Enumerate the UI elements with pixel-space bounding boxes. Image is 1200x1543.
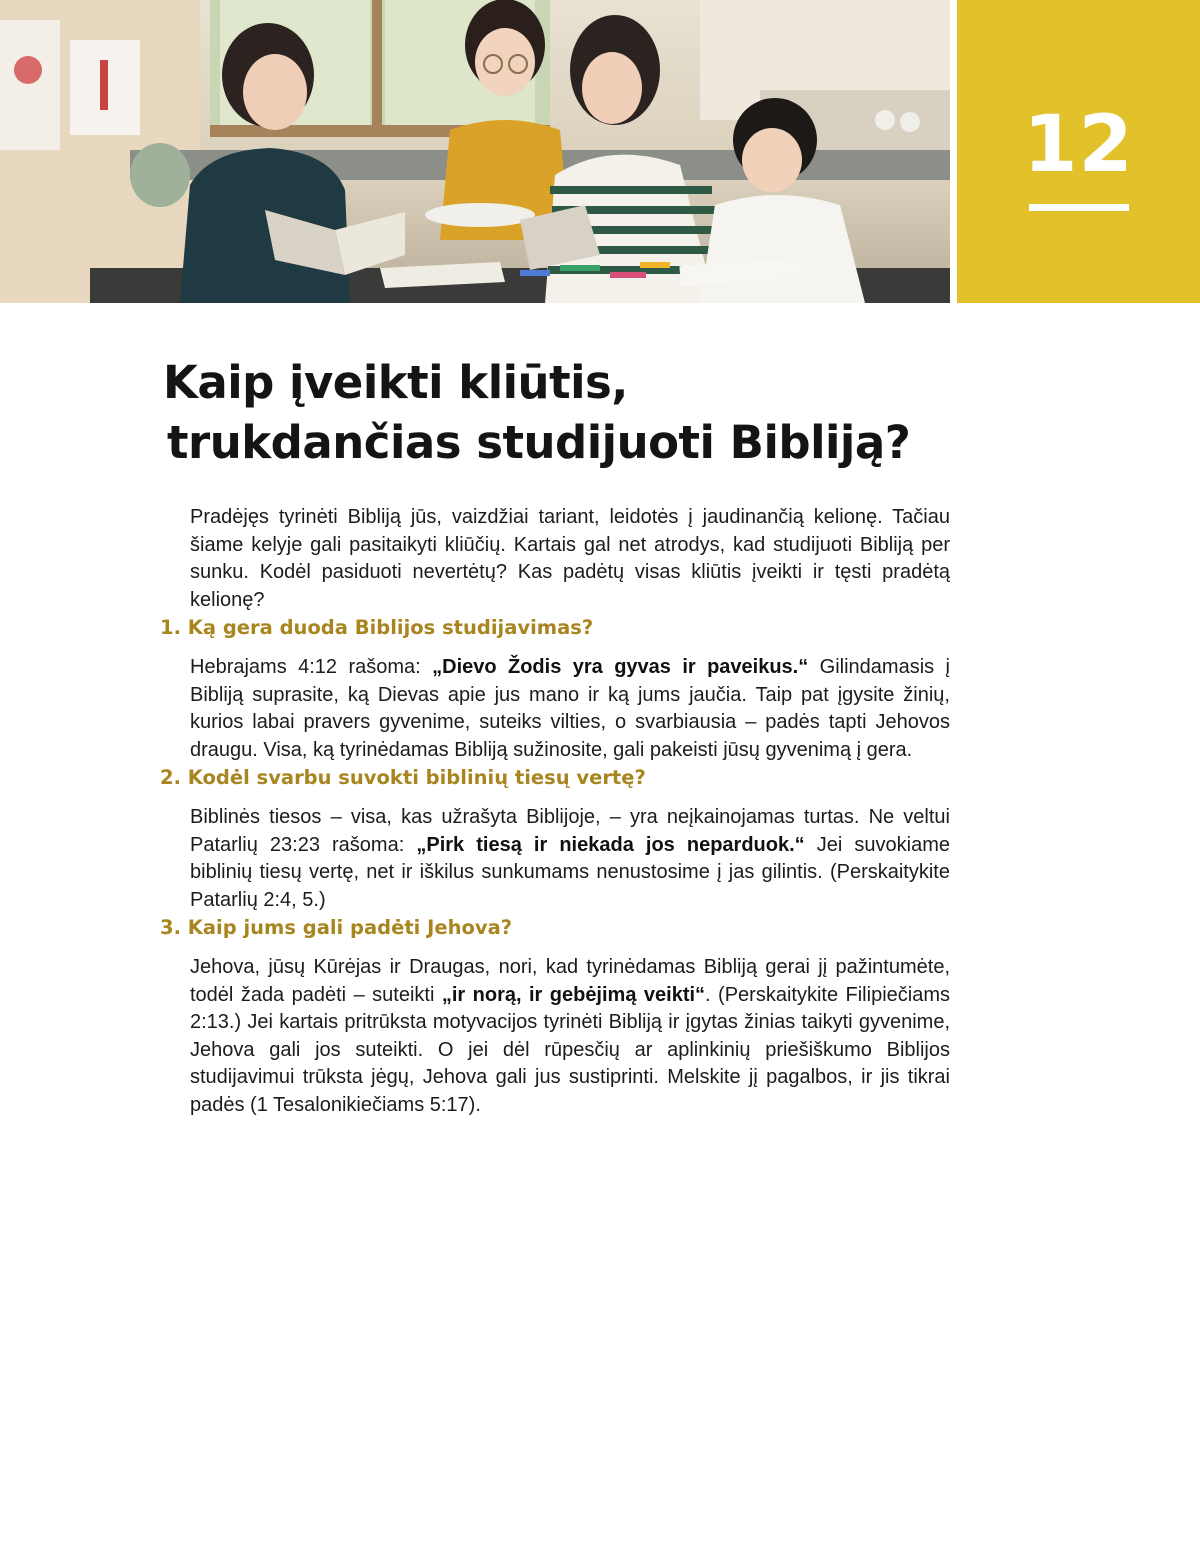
answer-2-text-after: Jei suvokiame biblinių tiesų vertę, net ir iškilus sunkumams nenustosime į jas gilintis. (Perskaitykite Patarlių 2:4, 5.) (190, 833, 950, 911)
answer-2-text-before: Biblinės tiesos – visa, kas užrašyta Biblijoje, – yra neįkainojamas turtas. Ne veltui Patarlių 23:23 rašoma: (190, 806, 950, 856)
page-title (163, 353, 1063, 473)
page-title-line-2: trukdančias studijuoti Bibliją? (167, 416, 911, 469)
answer-2-scripture-quote: „Pirk tiesą ir niekada jos neparduok.“ (416, 833, 805, 856)
question-3-heading: 3. Kaip jums gali padėti Jehova? (160, 916, 513, 939)
answer-2-paragraph (190, 804, 950, 914)
answer-3-text-after: . (Perskaitykite Filipiečiams 2:13.) Jei kartais pritrūksta motyvacijos tyrinėti Bibliją ir įgytas žinias taikyti gyvenime, Jehova gali jos suteikti. O jei dėl rūpesčių ar aplinkinių priešiškumo Biblijos studijavimui trūksta jėgų, Jehova gali jus sustiprinti. Melskite jį pagalbos, ir jis tikrai padės (1 Tesalonikiečiams 5:17). (190, 983, 950, 1116)
header-photo (0, 0, 950, 303)
answer-1-paragraph (190, 654, 950, 764)
answer-3-scripture-quote: „ir norą, ir gebėjimą veikti“ (441, 983, 706, 1006)
intro-paragraph: Pradėjęs tyrinėti Bibliją jūs, vaizdžiai tariant, leidotės į jaudinančią kelionę. Tačiau šiame kelyje gali pasitaikyti kliūčių. Kartais gal net atrodys, kad studijuoti Bibliją per sunku. Kodėl pasiduoti nevertėtų? Kas padėtų visas kliūtis įveikti ir tęsti pradėtą kelionę? (190, 506, 950, 611)
answer-3-paragraph (190, 954, 950, 1119)
family-bible-study-photo (0, 0, 950, 303)
answer-3-text-before: Jehova, jūsų Kūrėjas ir Draugas, nori, kad tyrinėdamas Bibliją gerai jį pažintumėte, todėl žada padėti – suteikti (190, 956, 950, 1006)
answer-1-text-after: Gilindamasis į Bibliją suprasite, ką Dievas apie jus mano ir ką jums jaučia. Taip pat įgysite žinių, kurios labai pravers gyvenime, suteiks vilties, o svarbiausia – padės tapti Jehovos draugu. Visa, ką tyrinėdamas Bibliją sužinosite, gali pakeisti jūsų gyvenimą į gera. (190, 656, 950, 761)
question-1-heading: 1. Ką gera duoda Biblijos studijavimas? (160, 616, 594, 639)
page-title-line-1: Kaip įveikti kliūtis, (163, 356, 628, 409)
lesson-number-tab (957, 0, 1200, 303)
answer-1-text-before: Hebrajams 4:12 rašoma: (190, 656, 433, 678)
answer-1-scripture-quote: „Dievo Žodis yra gyvas ir paveikus.“ (432, 656, 809, 678)
lesson-number: 12 (1023, 100, 1134, 190)
lesson-number-underline (1029, 204, 1129, 211)
question-2-heading: 2. Kodėl svarbu suvokti biblinių tiesų vertę? (160, 766, 646, 789)
lesson-content (160, 504, 950, 1119)
